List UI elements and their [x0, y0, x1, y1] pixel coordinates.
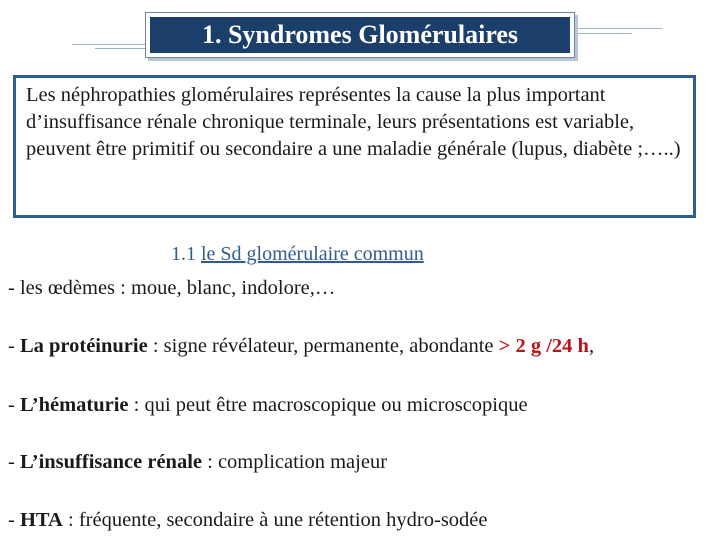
- bullet-insuffisance-renale: [8, 451, 387, 474]
- bullet-term: L’hématurie: [19, 394, 129, 416]
- decorative-line: [572, 33, 632, 34]
- decorative-line: [72, 44, 147, 45]
- bullet-separator: :: [202, 451, 218, 473]
- section-subheading: [171, 243, 424, 266]
- title-frame: [145, 12, 575, 58]
- bullet-text: complication majeur: [217, 451, 388, 473]
- bullet-prefix: -: [8, 335, 20, 357]
- intro-paragraph: Les néphropathies glomérulaires représentes la cause la plus important d’insuffisance rénale chronique terminale, leurs présentations est variable, peuvent être primitif ou secondaire a une maladie générale (lupus, diabète ;…..): [26, 84, 681, 160]
- bullet-term: les œdèmes: [19, 277, 116, 299]
- subheading-number: 1.1: [171, 243, 196, 265]
- decorative-line: [95, 48, 147, 49]
- bullet-text: qui peut être macroscopique ou microscopique: [144, 394, 528, 416]
- bullet-text: signe révélateur, permanente, abondante: [163, 335, 499, 357]
- bullet-term: La protéinurie: [19, 335, 148, 357]
- bullet-separator: :: [128, 394, 145, 416]
- bullet-text: fréquente, secondaire à une rétention hydro-sodée: [78, 509, 488, 531]
- bullet-prefix: -: [8, 451, 20, 473]
- bullet-hematurie: [8, 394, 528, 417]
- bullet-oedemes: [8, 277, 335, 300]
- bullet-separator: :: [62, 509, 79, 531]
- bullet-prefix: -: [8, 394, 20, 416]
- bullet-separator: :: [115, 277, 131, 299]
- bullet-proteinurie: [8, 335, 594, 358]
- subheading-text: le Sd glomérulaire commun: [201, 243, 424, 265]
- bullet-prefix: -: [8, 509, 20, 531]
- decorative-line: [572, 28, 662, 29]
- bullet-separator: :: [147, 335, 164, 357]
- intro-frame: [13, 75, 696, 218]
- bullet-prefix: -: [8, 277, 20, 299]
- slide-title: 1. Syndromes Glomérulaires: [150, 17, 570, 53]
- bullet-text: moue, blanc, indolore,…: [130, 277, 336, 299]
- bullet-hta: [8, 509, 488, 532]
- bullet-suffix: ,: [588, 335, 595, 357]
- bullet-term: L’insuffisance rénale: [19, 451, 202, 473]
- bullet-term: HTA: [19, 509, 63, 531]
- bullet-highlight: > 2 g /24 h: [498, 335, 589, 357]
